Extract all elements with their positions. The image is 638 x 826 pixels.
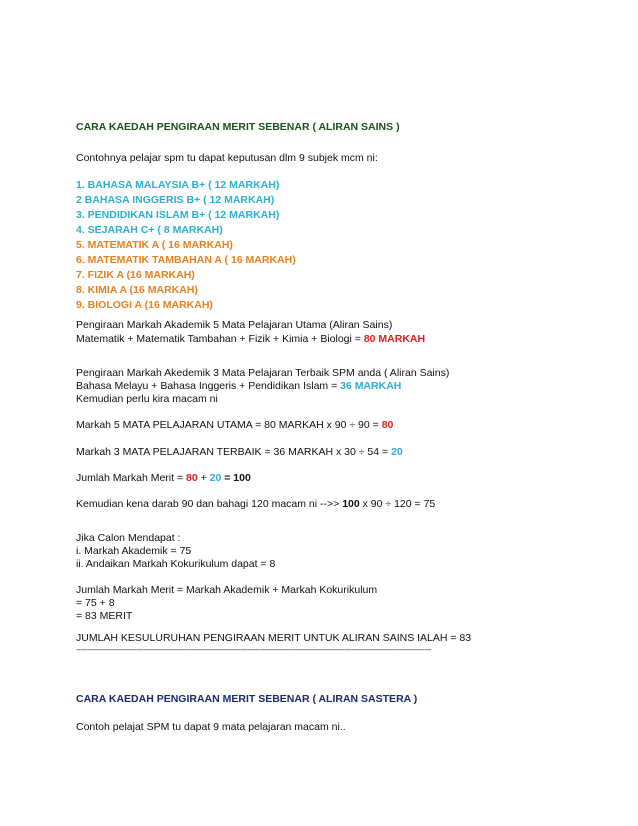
kemudian-text: Kemudian perlu kira macam ni [76,393,218,405]
darab-suffix: x 90 ÷ 120 = 75 [359,498,436,510]
subject-item: 6. MATEMATIK TAMBAHAN A ( 16 MARKAH) [76,254,296,266]
merit-result: = 83 MERIT [76,610,133,622]
akademik-formula: Matematik + Matematik Tambahan + Fizik + Kimia + Biologi = [76,333,364,345]
subject-item: 1. BAHASA MALAYSIA B+ ( 12 MARKAH) [76,179,280,191]
jumlah-kesuluruhan: JUMLAH KESULURUHAN PENGIRAAN MERIT UNTUK ALIRAN SAINS IALAH = 83 [76,632,472,644]
jumlah-plus: + [197,472,210,484]
terbaik-heading: Pengiraan Markah Akedemik 3 Mata Pelajaran Terbaik SPM anda ( Aliran Sains) [76,367,450,379]
title-aliran-sains: CARA KAEDAH PENGIRAAN MERIT SEBENAR ( ALIRAN SAINS ) [76,121,400,133]
intro-sastera: Contoh pelajat SPM tu dapat 9 mata pelajaran macam ni.. [76,721,346,733]
subject-item: 9. BIOLOGI A (16 MARKAH) [76,299,213,311]
darab-bold: 100 [342,498,360,510]
jumlah-line [76,472,251,485]
terbaik-formula: Bahasa Melayu + Bahasa Inggeris + Pendidikan Islam = [76,380,341,392]
subject-item: 4. SEJARAH C+ ( 8 MARKAH) [76,224,223,236]
jumlah-prefix: Jumlah Markah Merit = [76,472,186,484]
darab-prefix: Kemudian kena darab 90 dan bahagi 120 macam ni -->> [76,498,343,510]
jika-item-ii: ii. Andaikan Markah Kokurikulum dapat = 8 [76,558,276,570]
dashed-divider: -------------------------------------------------------------------------------------------------------------------------------------------------------------------- [76,645,431,654]
jika-item-i: i. Markah Akademik = 75 [76,545,192,557]
subject-item: 3. PENDIDIKAN ISLAM B+ ( 12 MARKAH) [76,209,280,221]
subject-item: 2 BAHASA INGGERIS B+ ( 12 MARKAH) [76,194,275,206]
akademik-result: 80 MARKAH [363,333,426,345]
calc5-result: 80 [381,419,394,431]
darab-line [76,498,435,511]
jumlah-total: = 100 [221,472,251,484]
merit-formula: Jumlah Markah Merit = Markah Akademik + Markah Kokurikulum [76,584,378,596]
akademik-formula-line [76,333,425,346]
calc5-line [76,419,393,432]
subject-item: 5. MATEMATIK A ( 16 MARKAH) [76,239,233,251]
akademik-heading: Pengiraan Markah Akademik 5 Mata Pelajaran Utama (Aliran Sains) [76,319,393,331]
calc3-line [76,446,403,459]
terbaik-formula-line [76,380,401,393]
jumlah-b: 20 [209,472,222,484]
subject-item: 8. KIMIA A (16 MARKAH) [76,284,198,296]
calc3-text: Markah 3 MATA PELAJARAN TERBAIK = 36 MARKAH x 30 ÷ 54 = [76,446,392,458]
calc3-result: 20 [391,446,403,458]
terbaik-result: 36 MARKAH [340,380,402,392]
subject-item: 7. FIZIK A (16 MARKAH) [76,269,195,281]
merit-step: = 75 + 8 [76,597,115,609]
jika-heading: Jika Calon Mendapat : [76,532,181,544]
title-aliran-sastera: CARA KAEDAH PENGIRAAN MERIT SEBENAR ( ALIRAN SASTERA ) [76,693,418,705]
calc5-text: Markah 5 MATA PELAJARAN UTAMA = 80 MARKAH x 90 ÷ 90 = [76,419,382,431]
intro-sains: Contohnya pelajar spm tu dapat keputusan dlm 9 subjek mcm ni: [76,152,378,164]
jumlah-a: 80 [186,472,198,484]
